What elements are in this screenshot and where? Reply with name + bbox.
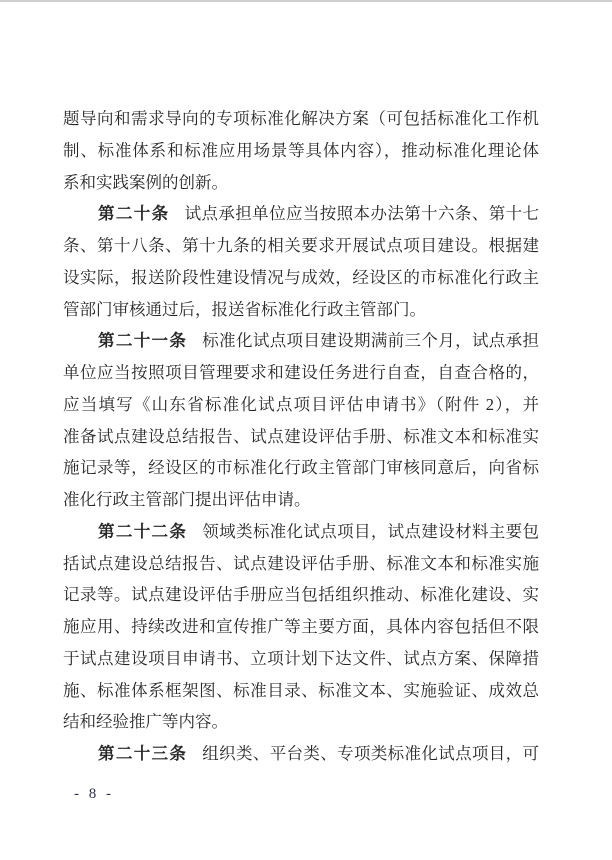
text-line: [63, 262, 539, 294]
text-line: [63, 643, 539, 675]
line-text: 设实际，报送阶段性建设情况与成效，经设区的市标准化行政主: [63, 267, 539, 287]
line-text: 单位应当按照项目管理要求和建设任务进行自查，自查合格的，: [63, 363, 539, 382]
page-number: - 8 -: [74, 786, 114, 802]
text-line: [63, 579, 539, 611]
line-text: 记录等。试点建设评估手册应当包括组织推动、标准化建设、实: [63, 585, 539, 605]
line-text: 施记录等，经设区的市标准化行政主管部门审核同意后，向省标: [63, 458, 539, 478]
text-line: [63, 357, 539, 389]
line-text: 题导向和需求导向的专项标准化解决方案（可包括标准化工作机: [63, 109, 539, 128]
article-number: 第二十一条: [98, 332, 188, 351]
text-line: [63, 548, 539, 580]
line-text: 施、标准体系框架图、标准目录、标准文本、实施验证、成效总: [63, 680, 539, 700]
line-text: 应当填写《山东省标准化试点项目评估申请书》（附件 2），并: [63, 394, 539, 414]
line-text: 施应用、持续改进和宣传推广等主要方面，具体内容包括但不限: [63, 617, 539, 636]
article-number: 第二十条: [98, 205, 170, 224]
line-text: 管部门审核通过后，报送省标准化行政主管部门。: [63, 299, 426, 319]
text-line: [63, 452, 539, 484]
scan-artifact-line: [0, 0, 612, 2]
text-block: [63, 103, 539, 770]
line-text: 试点承担单位应当按照本办法第十六条、第十七: [184, 204, 539, 224]
line-text: 准化行政主管部门提出评估申请。: [63, 490, 311, 509]
line-text: 准备试点建设总结报告、试点建设评估手册、标准文本和标准实: [63, 426, 539, 446]
text-line: [63, 230, 539, 262]
text-line: [63, 421, 539, 453]
text-line: [63, 516, 539, 548]
text-line: [63, 611, 539, 643]
line-text: 组织类、平台类、专项类标准化试点项目，可: [202, 744, 539, 763]
line-text: 结和经验推广等内容。: [63, 712, 228, 732]
text-line: [63, 103, 539, 135]
text-line: [63, 706, 539, 738]
text-line: [63, 167, 539, 199]
line-text: 领域类标准化试点项目，试点建设材料主要包: [202, 521, 539, 541]
text-line: [63, 325, 539, 357]
article-number: 第二十二条: [98, 522, 188, 541]
line-text: 制、标准体系和标准应用场景等具体内容），推动标准化理论体: [63, 140, 539, 160]
line-text: 条、第十八条、第十九条的相关要求开展试点项目建设。根据建: [63, 236, 539, 255]
line-text: 括试点建设总结报告、试点建设评估手册、标准文本和标准实施: [63, 553, 539, 573]
article-number: 第二十三条: [98, 745, 188, 763]
text-line: [63, 738, 539, 770]
text-line: [63, 675, 539, 707]
text-line: [63, 484, 539, 516]
line-text: 标准化试点项目建设期满前三个月，试点承担: [202, 331, 539, 351]
line-text: 于试点建设项目申请书、立项计划下达文件、试点方案、保障措: [63, 648, 539, 668]
line-text: 系和实践案例的创新。: [63, 172, 228, 192]
text-line: [63, 135, 539, 167]
text-line: [63, 389, 539, 421]
text-line: [63, 294, 539, 326]
text-line: [63, 198, 539, 230]
